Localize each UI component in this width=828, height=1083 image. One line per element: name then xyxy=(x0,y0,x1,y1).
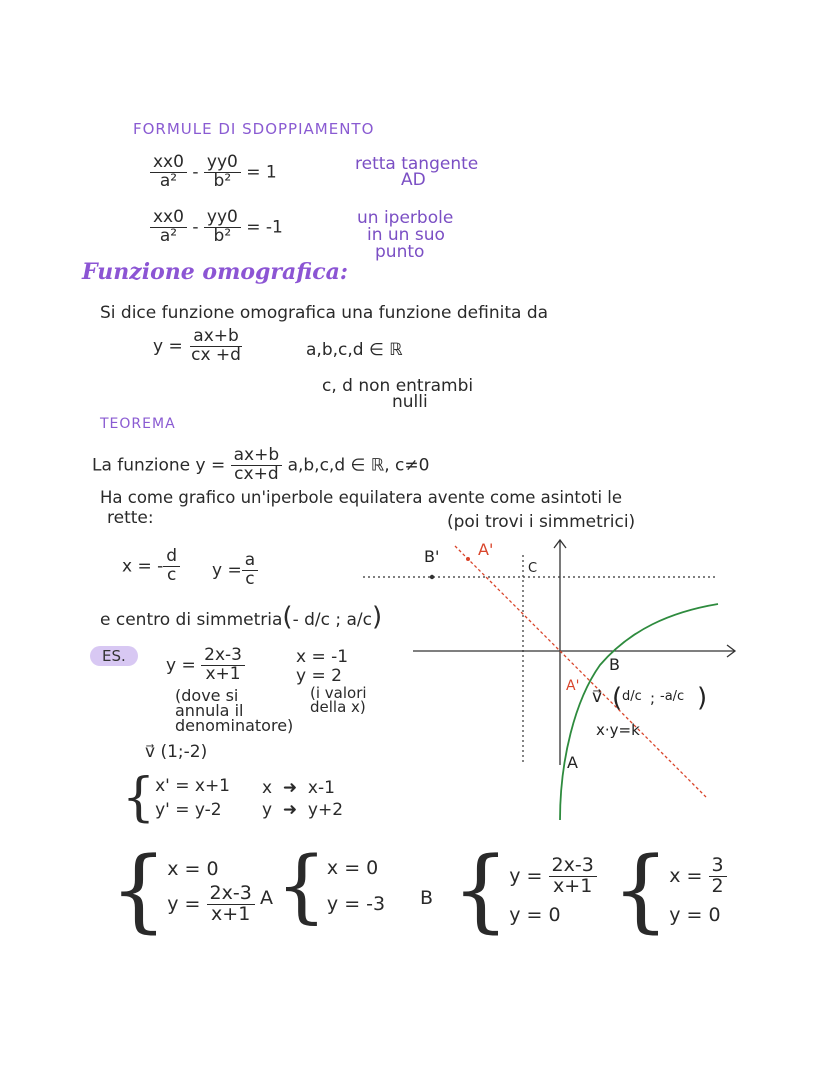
esempio-system-translation: { x' = x+1 y' = y-2 xyxy=(122,768,230,828)
funzione-title: Funzione omografica: xyxy=(82,259,349,285)
sdoppiamento-eq1: $\frac{xx0}{\text{a²}}$ - $\frac{yy0}{\text{b²}}$ = 1 xyxy=(150,154,277,191)
sdoppiamento-title: FORMULE DI SDOPPIAMENTO xyxy=(133,120,375,138)
centro-simmetria: e centro di simmetria(- d/c ; a/c) xyxy=(100,602,383,632)
sdoppiamento-note1: retta tangente AD xyxy=(355,154,479,190)
esempio-asintoti: x = -1 y = 2 xyxy=(296,647,349,686)
label-A2: A' xyxy=(566,678,580,694)
system-intersection-y: { x = 0 y = $\frac{2x-3}{x+1}$ xyxy=(110,846,255,936)
esempio-chip: ES. xyxy=(90,646,138,666)
funzione-intro: Si dice funzione omografica una funzione definita da xyxy=(100,303,549,323)
symmetry-axis xyxy=(455,546,706,797)
teorema-line2: Ha come grafico un'iperbole equilatera avente come asintoti le xyxy=(100,488,623,507)
label-C: C xyxy=(528,561,538,576)
label-B1: B' xyxy=(424,547,440,566)
hyperbola-branch xyxy=(560,604,718,820)
asintoto-verticale: x = - $\frac{d}{c}$ xyxy=(122,548,180,585)
system-B-solution: { x = $\frac{3}{2}$ y = 0 xyxy=(612,846,727,936)
teorema-line1: La funzione y = $\frac{ax+b}{cx+d}$ a,b,c,d ∈ ℝ, c≠0 xyxy=(92,445,430,484)
vector-component-b: -a/c xyxy=(660,689,685,704)
label-A: A xyxy=(567,753,578,772)
sdoppiamento-eq2: $\frac{xx0}{\text{a²}}$ - $\frac{yy0}{\text{b²}}$ = -1 xyxy=(150,209,283,246)
esempio-function: y = $\frac{2x-3}{x+1}$ xyxy=(166,647,245,684)
funzione-domain: a,b,c,d ∈ ℝ xyxy=(306,340,403,360)
xy-k-label: x·y=k xyxy=(596,721,640,739)
teorema-title: TEOREMA xyxy=(100,416,176,432)
funzione-definition: y = $\frac{ax+b}{cx +d}$ xyxy=(153,326,241,365)
point-A1-marker xyxy=(466,557,470,561)
label-A1: A' xyxy=(478,540,494,559)
teorema-note: (poi trovi i simmetrici) xyxy=(447,512,636,532)
esempio-mapping: x ➜ x-1 y ➜ y+2 xyxy=(262,778,344,820)
system-A: { x = 0 y = -3 xyxy=(276,839,386,932)
esempio-vector: v⃗ (1;-2) xyxy=(145,742,208,762)
label-B: B xyxy=(609,655,620,674)
esempio-note1: (dove si annula il denominatore) xyxy=(175,686,294,735)
point-A-label: A xyxy=(260,887,273,909)
funzione-condition: c, d non entrambi nulli xyxy=(322,376,474,412)
point-B-label: B xyxy=(420,887,434,909)
vector-paren-open: ( xyxy=(612,683,623,713)
vector-component-a: d/c xyxy=(622,689,642,704)
asintoto-orizzontale: y = $\frac{a}{c}$ xyxy=(212,552,258,589)
vector-sep: ; xyxy=(650,689,656,707)
vector-label: v⃗ xyxy=(592,687,603,707)
point-B1 xyxy=(430,575,434,579)
system-B: { y = $\frac{2x-3}{x+1}$ y = 0 xyxy=(452,846,597,936)
esempio-note2: (i valori della x) xyxy=(310,684,367,716)
sdoppiamento-note2: un iperbole in un suo punto xyxy=(357,208,454,262)
teorema-line3: rette: xyxy=(107,508,154,528)
vector-paren-close: ) xyxy=(697,683,708,713)
